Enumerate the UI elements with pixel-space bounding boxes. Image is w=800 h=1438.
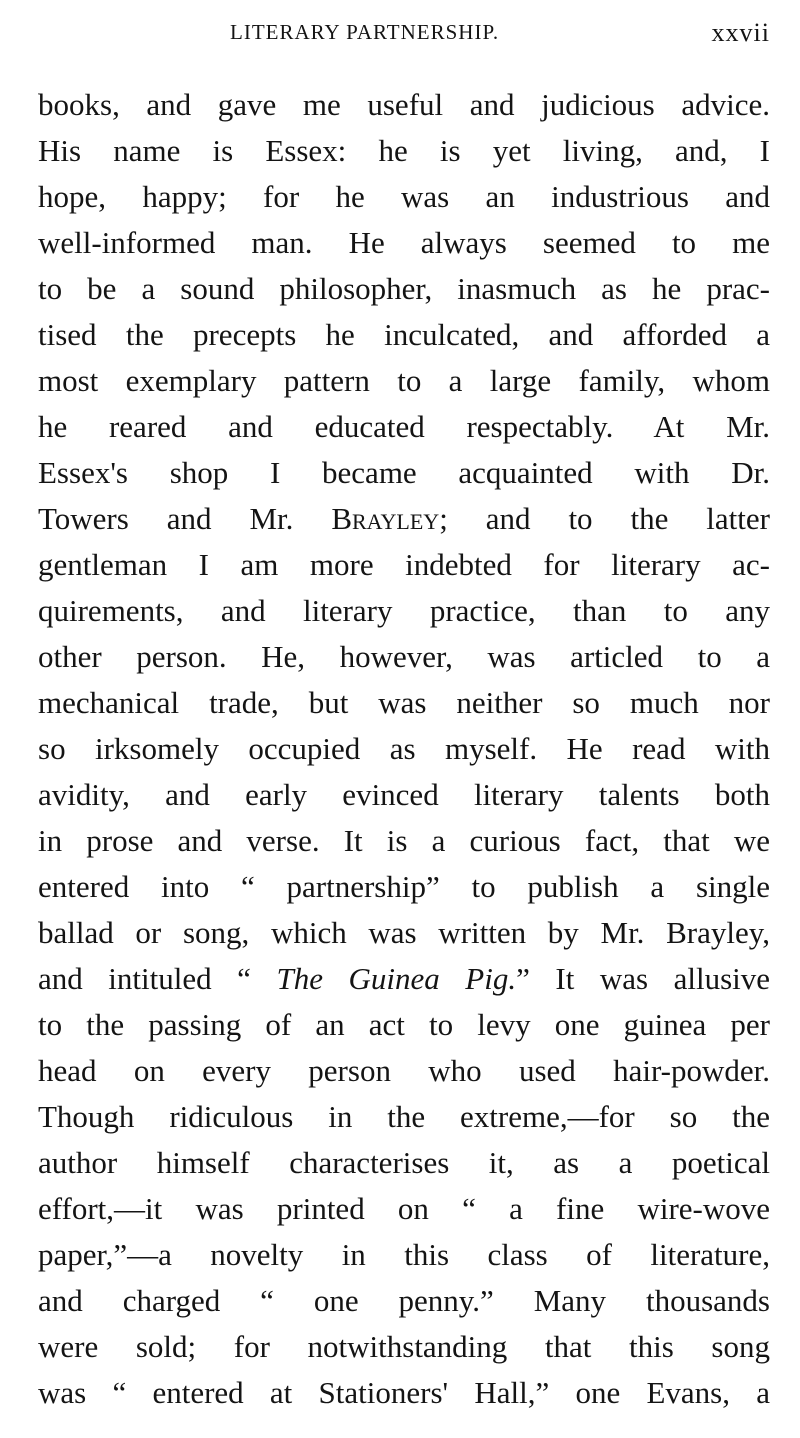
text-line-end: ” It was allusive <box>516 961 771 996</box>
running-title: LITERARY PARTNERSHIP. <box>230 20 500 44</box>
small-caps-name: Brayley <box>331 501 440 536</box>
page-number: xxvii <box>711 18 770 47</box>
text-line <box>38 956 770 1002</box>
text-line: well-informed man. He always seemed to me <box>38 225 770 260</box>
text-line: most exemplary pattern to a large family, whom <box>38 363 770 398</box>
text-line: mechanical trade, but was neither so much nor <box>38 685 770 720</box>
text-line: effort,—it was printed on “ a fine wire-wove <box>38 1191 770 1226</box>
text-line: to the passing of an act to levy one guinea per <box>38 1007 770 1042</box>
text-line: Though ridiculous in the extreme,—for so the <box>38 1099 770 1134</box>
text-line <box>38 496 770 542</box>
text-line: avidity, and early evinced literary talents both <box>38 777 770 812</box>
running-head <box>230 20 770 50</box>
text-line: author himself characterises it, as a poetical <box>38 1145 770 1180</box>
text-line: paper,”—a novelty in this class of literature, <box>38 1237 770 1272</box>
text-line-start: Towers and Mr. <box>38 501 332 536</box>
text-line: quirements, and literary practice, than to any <box>38 593 770 628</box>
text-line: he reared and educated respectably. At Mr. <box>38 409 770 444</box>
text-line: were sold; for notwithstanding that this song <box>38 1329 770 1364</box>
text-line: Essex's shop I became acquainted with Dr. <box>38 455 770 490</box>
text-line: in prose and verse. It is a curious fact, that we <box>38 823 770 858</box>
body-text <box>38 82 770 1416</box>
text-line: so irksomely occupied as myself. He read with <box>38 731 770 766</box>
text-line-start: and intituled “ <box>38 961 277 996</box>
text-line: gentleman I am more indebted for literary ac- <box>38 547 770 582</box>
italic-title: The Guinea Pig. <box>276 961 517 996</box>
text-line: other person. He, however, was articled to a <box>38 639 770 674</box>
text-line: His name is Essex: he is yet living, and, I <box>38 133 770 168</box>
text-line: books, and gave me useful and judicious advice. <box>38 87 770 122</box>
text-line: ballad or song, which was written by Mr. Brayley, <box>38 915 770 950</box>
text-line: to be a sound philosopher, inasmuch as he prac- <box>38 271 770 306</box>
text-line: tised the precepts he inculcated, and afforded a <box>38 317 770 352</box>
text-line: entered into “ partnership” to publish a single <box>38 869 770 904</box>
text-line: was “ entered at Stationers' Hall,” one Evans, a <box>38 1375 770 1410</box>
text-line: hope, happy; for he was an industrious and <box>38 179 770 214</box>
text-line-end: ; and to the latter <box>439 501 770 536</box>
text-line: and charged “ one penny.” Many thousands <box>38 1283 770 1318</box>
text-line: head on every person who used hair-powder. <box>38 1053 770 1088</box>
